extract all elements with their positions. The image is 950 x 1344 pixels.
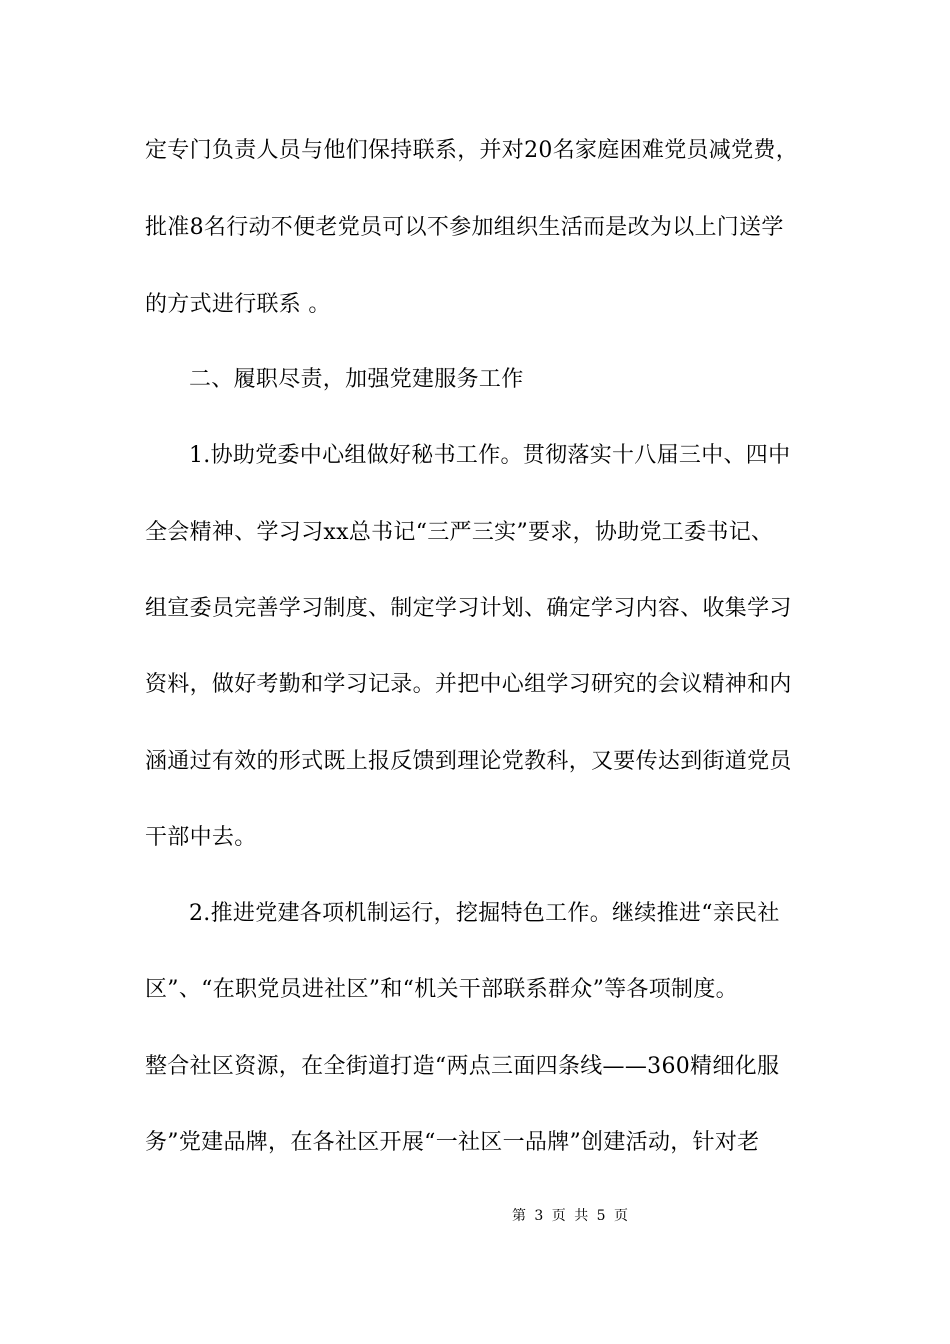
paragraph-line: 务”党建品牌，在各社区开展“一社区一品牌”创建活动，针对老 xyxy=(145,1130,760,1155)
footer-current-page: 3 xyxy=(534,1208,544,1224)
page-footer xyxy=(0,1207,950,1225)
paragraph-line: 的方式进行联系 。 xyxy=(145,292,331,317)
paragraph-line: 涵通过有效的形式既上报反馈到理论党教科，又要传达到街道党员 xyxy=(145,749,792,774)
footer-suffix: 页 xyxy=(614,1208,629,1224)
paragraph-line: 定专门负责人员与他们保持联系，并对20名家庭困难党员减党费， xyxy=(145,138,798,163)
paragraph-line: 1.协助党委中心组做好秘书工作。贯彻落实十八届三中、四中 xyxy=(189,443,791,468)
paragraph-line: 全会精神、学习习xx总书记“三严三实”要求，协助党工委书记、 xyxy=(145,520,774,545)
footer-total-pages: 5 xyxy=(596,1208,606,1224)
paragraph-line: 整合社区资源，在全街道打造“两点三面四条线——360精细化服 xyxy=(145,1054,780,1079)
paragraph-line: 组宣委员完善学习制度、制定学习计划、确定学习内容、收集学习 xyxy=(145,596,792,621)
footer-prefix: 第 xyxy=(511,1208,526,1224)
footer-page-word: 页 xyxy=(551,1208,566,1224)
section-heading: 二、履职尽责，加强党建服务工作 xyxy=(189,367,524,392)
paragraph-line: 干部中去。 xyxy=(145,825,257,850)
paragraph-line: 资料，做好考勤和学习记录。并把中心组学习研究的会议精神和内 xyxy=(145,672,792,697)
paragraph-line: 2.推进党建各项机制运行，挖掘特色工作。继续推进“亲民社 xyxy=(189,901,780,926)
paragraph-line: 批准8名行动不便老党员可以不参加组织生活而是改为以上门送学 xyxy=(145,215,784,240)
footer-total-word: 共 xyxy=(574,1208,589,1224)
paragraph-line: 区”、“在职党员进社区”和“机关干部联系群众”等各项制度。 xyxy=(145,977,738,1002)
